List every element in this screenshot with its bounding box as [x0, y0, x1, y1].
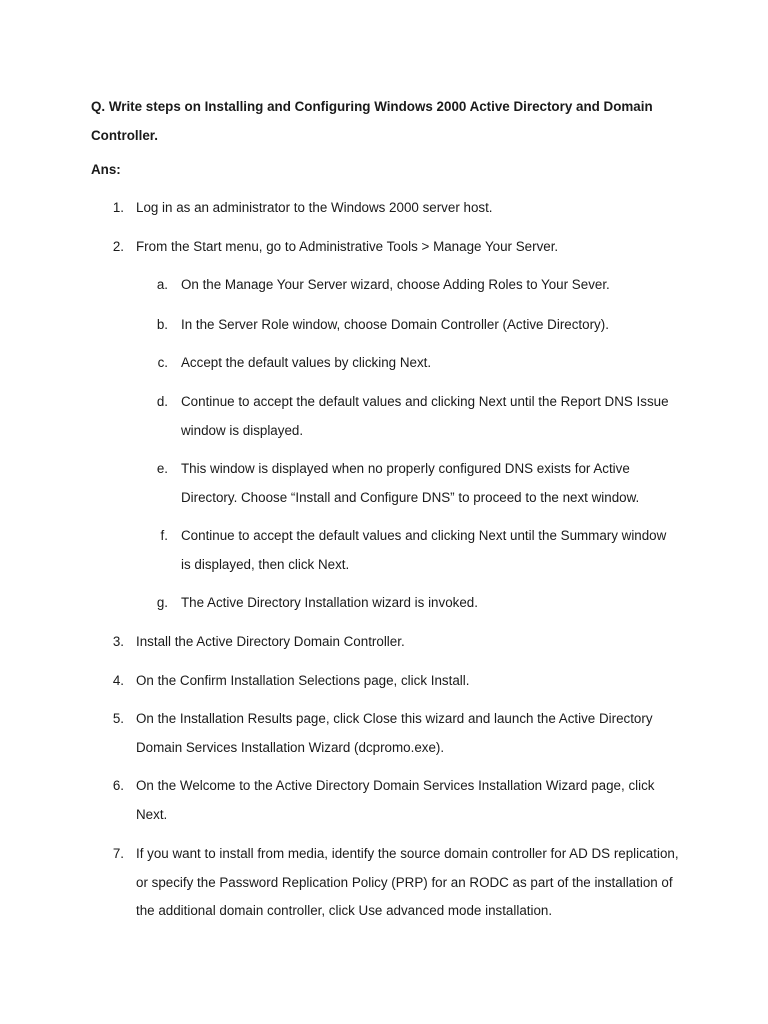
list-number: 6.: [112, 778, 124, 793]
sublist-letter: b.: [156, 317, 168, 332]
list-number: 4.: [112, 673, 124, 688]
sublist-text: On the Manage Your Server wizard, choose Adding Roles to Your Sever.: [181, 277, 610, 292]
list-number: 5.: [112, 711, 124, 726]
sublist-text: Continue to accept the default values and clicking Next until the Summary window is displayed, then click Next.: [181, 528, 667, 572]
sublist-letter: f.: [160, 528, 168, 543]
sublist-text: Continue to accept the default values and clicking Next until the Report DNS Issue window is displayed.: [181, 394, 669, 438]
list-number: 3.: [112, 634, 124, 649]
answer-label: Ans:: [91, 162, 121, 177]
list-number: 1.: [112, 200, 124, 215]
list-text: If you want to install from media, identify the source domain controller for AD DS replication, or specify the Password Replication Policy (PRP) for an RODC as part of the installation of the additional domain controller, click Use advanced mode installation.: [136, 846, 679, 918]
list-number: 2.: [112, 239, 124, 254]
list-text: On the Welcome to the Active Directory Domain Services Installation Wizard page, click Next.: [136, 778, 655, 822]
list-text: Log in as an administrator to the Windows 2000 server host.: [136, 200, 493, 215]
sublist-letter: d.: [156, 394, 168, 409]
sublist-letter: a.: [156, 277, 168, 292]
sublist-letter: e.: [156, 461, 168, 476]
sublist-text: In the Server Role window, choose Domain Controller (Active Directory).: [181, 317, 609, 332]
list-text: Install the Active Directory Domain Controller.: [136, 634, 405, 649]
sublist-letter: c.: [157, 355, 168, 370]
sublist-letter: g.: [156, 595, 168, 610]
sublist-text: This window is displayed when no properly configured DNS exists for Active Directory. Choose “Install and Configure DNS” to proceed to the next window.: [181, 461, 640, 505]
list-number: 7.: [112, 846, 124, 861]
list-text: On the Installation Results page, click Close this wizard and launch the Active Directory Domain Services Installation Wizard (dcpromo.exe).: [136, 711, 653, 755]
question-heading: Q. Write steps on Installing and Configuring Windows 2000 Active Directory and Domain Controller.: [91, 99, 653, 143]
sublist-text: The Active Directory Installation wizard is invoked.: [181, 595, 478, 610]
sublist-text: Accept the default values by clicking Next.: [181, 355, 432, 370]
list-text: From the Start menu, go to Administrative Tools > Manage Your Server.: [136, 239, 559, 254]
list-text: On the Confirm Installation Selections page, click Install.: [136, 673, 470, 688]
